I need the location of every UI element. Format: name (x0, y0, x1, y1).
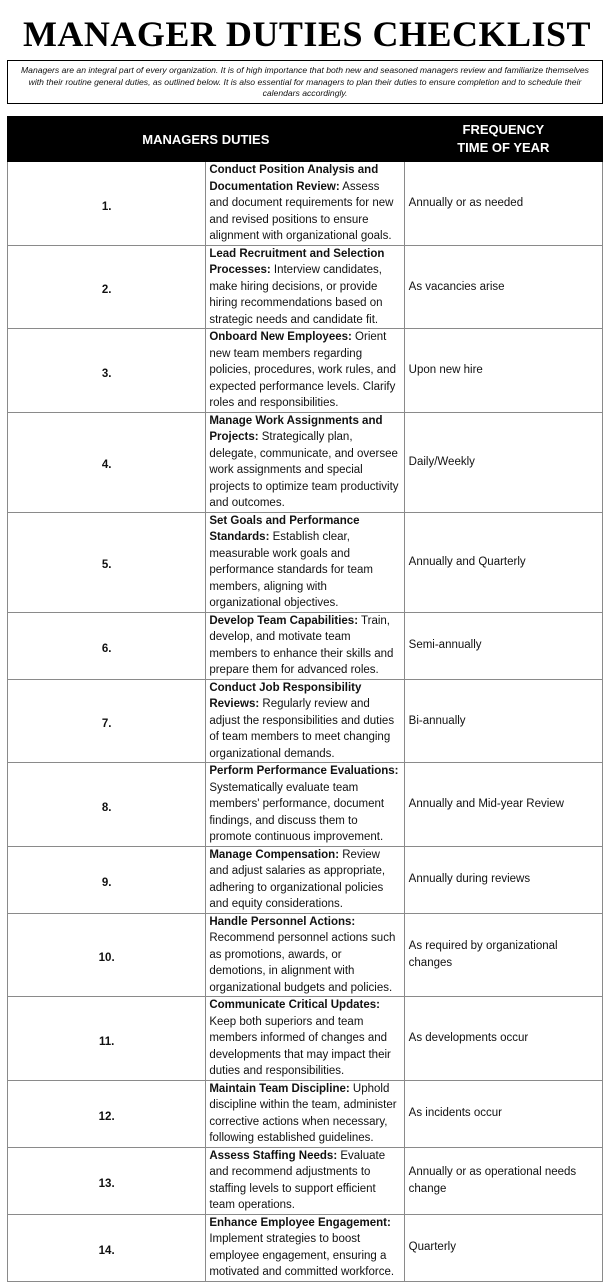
duty-frequency: Semi-annually (404, 612, 602, 679)
duty-frequency: Upon new hire (404, 329, 602, 413)
duty-text: Regularly review and adjust the responsibilities and duties of team members to meet changing organizational demands. (209, 698, 395, 760)
row-number: 2. (8, 245, 206, 329)
duty-title: Handle Personnel Actions: (209, 915, 356, 928)
row-number: 12. (8, 1080, 206, 1147)
table-row (8, 846, 603, 913)
table-row (8, 412, 603, 512)
duty-title: Set Goals and Performance Standards: (209, 514, 360, 543)
row-number: 13. (8, 1147, 206, 1214)
duty-description (206, 1080, 404, 1147)
duty-frequency: As incidents occur (404, 1080, 602, 1147)
page-title: MANAGER DUTIES CHECKLIST (22, 14, 592, 54)
duty-description (206, 412, 404, 512)
row-number: 10. (8, 913, 206, 997)
duty-description (206, 997, 404, 1081)
duty-frequency: As required by organizational changes (404, 913, 602, 997)
duty-text: Recommend personnel actions such as promotions, awards, or demotions, in alignment with organizational budgets and policies. (209, 932, 396, 994)
duty-frequency: Annually and Quarterly (404, 512, 602, 612)
duty-description (206, 679, 404, 763)
duty-frequency: Daily/Weekly (404, 412, 602, 512)
duty-title: Lead Recruitment and Selection Processes: (209, 247, 385, 276)
table-row (8, 913, 603, 997)
duty-frequency: As vacancies arise (404, 245, 602, 329)
table-row (8, 679, 603, 763)
row-number: 4. (8, 412, 206, 512)
duty-description (206, 913, 404, 997)
table-row (8, 612, 603, 679)
duty-description (206, 1214, 404, 1281)
duty-frequency: Quarterly (404, 1214, 602, 1281)
table-row (8, 1214, 603, 1281)
duty-title: Manage Compensation: (209, 848, 340, 861)
row-number: 8. (8, 763, 206, 847)
duty-text: Interview candidates, make hiring decisions, or provide hiring recommendations based on strategic needs and candidate fit. (209, 264, 383, 326)
duty-frequency: Annually or as needed (404, 162, 602, 246)
duty-description (206, 245, 404, 329)
row-number: 1. (8, 162, 206, 246)
duty-title: Develop Team Capabilities: (209, 614, 359, 627)
duty-title: Communicate Critical Updates: (209, 999, 380, 1011)
duty-description (206, 763, 404, 847)
duty-title: Enhance Employee Engagement: (209, 1216, 391, 1229)
row-number: 5. (8, 512, 206, 612)
duties-table (7, 116, 603, 1282)
row-number: 14. (8, 1214, 206, 1281)
duty-title: Maintain Team Discipline: (209, 1082, 350, 1095)
duties-column-header: MANAGERS DUTIES (8, 117, 405, 162)
duty-description (206, 512, 404, 612)
duty-title: Manage Work Assignments and Projects: (209, 414, 383, 443)
row-number: 3. (8, 329, 206, 413)
duty-text: Keep both superiors and team members informed of changes and developments that may impact their duties and responsibilities. (209, 1015, 391, 1077)
duty-text: Orient new team members regarding policies, procedures, work rules, and expected performance levels. Clarify roles and responsibilities. (209, 331, 396, 409)
duty-description (206, 329, 404, 413)
row-number: 6. (8, 612, 206, 679)
intro-text: Managers are an integral part of every organization. It is of high importance that both new and seasoned managers review and familiarize themselves with their routine general duties, as outlined below. It is also essential for managers to plan their duties to ensure completion and to schedule their calendars accordingly. (7, 60, 603, 104)
duty-text: Implement strategies to boost employee engagement, ensuring a motivated and committed workforce. (209, 1233, 395, 1278)
duty-text: Evaluate and recommend adjustments to staffing levels to support efficient team operations. (209, 1149, 386, 1211)
duty-description (206, 846, 404, 913)
table-header-row (8, 117, 603, 162)
table-row (8, 997, 603, 1081)
row-number: 9. (8, 846, 206, 913)
duty-description (206, 612, 404, 679)
duty-title: Conduct Position Analysis and Documentation Review: (209, 164, 379, 193)
table-row (8, 1147, 603, 1214)
duty-description (206, 1147, 404, 1214)
duty-frequency: As developments occur (404, 997, 602, 1081)
row-number: 7. (8, 679, 206, 763)
duty-text: Establish clear, measurable work goals and performance standards for team members, aligning with organizational objectives. (209, 531, 373, 609)
duty-title: Onboard New Employees: (209, 331, 352, 343)
table-row (8, 329, 603, 413)
frequency-header-line2: TIME OF YEAR (457, 140, 550, 155)
duty-text: Review and adjust salaries as appropriate, adhering to organizational policies and equity considerations. (209, 848, 386, 910)
duty-text: Strategically plan, delegate, communicate, and oversee work assignments and special projects to optimize team productivity and outcomes. (209, 431, 399, 509)
duty-frequency: Annually or as operational needs change (404, 1147, 602, 1214)
duty-title: Assess Staffing Needs: (209, 1149, 338, 1162)
table-row (8, 763, 603, 847)
duty-title: Perform Performance Evaluations: (209, 765, 399, 777)
duty-frequency: Annually and Mid-year Review (404, 763, 602, 847)
table-row (8, 162, 603, 246)
duty-text: Train, develop, and motivate team members to enhance their skills and prepare them for advanced roles. (209, 614, 394, 676)
frequency-column-header (404, 117, 602, 162)
duty-title: Conduct Job Responsibility Reviews: (209, 681, 362, 710)
duty-description (206, 162, 404, 246)
duty-frequency: Annually during reviews (404, 846, 602, 913)
table-row (8, 512, 603, 612)
frequency-header-line1: FREQUENCY (462, 122, 545, 137)
duty-text: Assess and document requirements for new and revised positions to ensure alignment with organizational goals. (209, 180, 394, 242)
table-row (8, 1080, 603, 1147)
duty-text: Systematically evaluate team members' performance, document findings, and discuss them to promote continuous improvement. (209, 781, 385, 843)
duty-frequency: Bi-annually (404, 679, 602, 763)
table-row (8, 245, 603, 329)
duty-text: Uphold discipline within the team, administer corrective actions when necessary, following established guidelines. (209, 1082, 397, 1144)
row-number: 11. (8, 997, 206, 1081)
